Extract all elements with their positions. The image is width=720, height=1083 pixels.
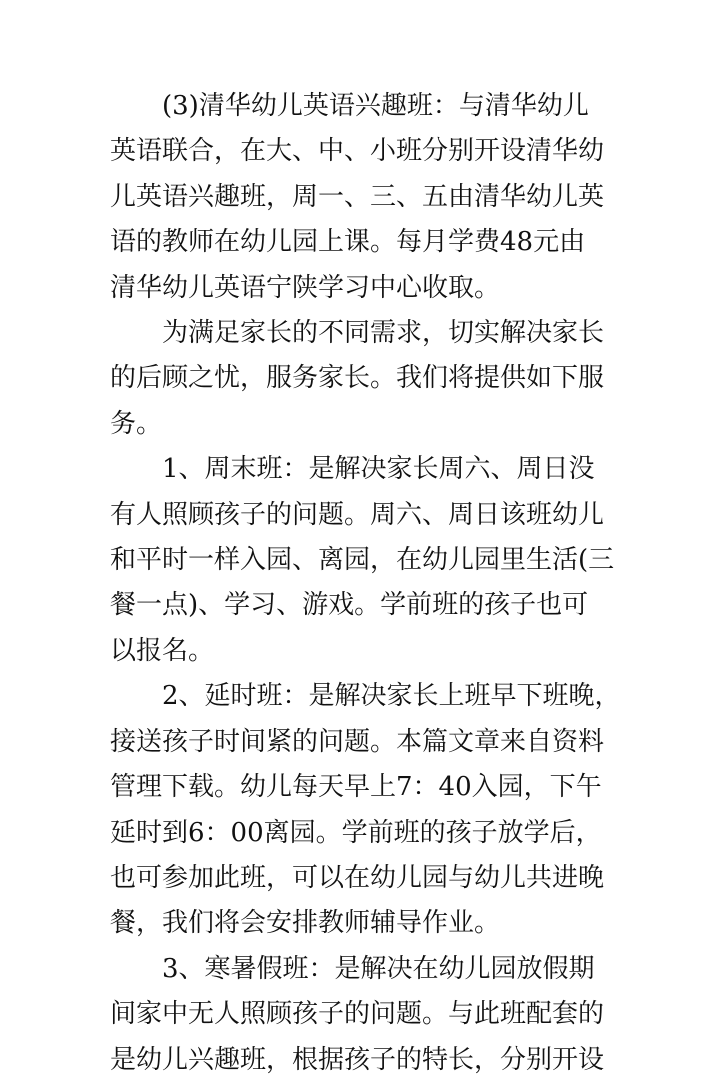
text-line: 餐，我们将会安排教师辅导作业。	[110, 908, 501, 939]
paragraph-weekend-class	[110, 447, 625, 674]
text-line: 和平时一样入园、离园，在幼儿园里生活(三	[110, 545, 615, 576]
text-line: 接送孩子时间紧的问题。本篇文章来自资料	[110, 726, 605, 757]
text-line: 延时到6：00离园。学前班的孩子放学后，	[110, 817, 602, 848]
text-line: 有人照顾孩子的问题。周六、周日该班幼儿	[110, 499, 605, 530]
paragraph-holiday-class	[110, 947, 625, 1083]
text-line: 管理下载。幼儿每天早上7：40入园，下午	[110, 772, 602, 803]
text-line: 英语联合，在大、中、小班分别开设清华幼	[110, 136, 605, 167]
paragraph-services-intro	[110, 311, 625, 447]
paragraph-english-interest-class	[110, 84, 625, 311]
text-line: 清华幼儿英语宁陕学习中心收取。	[110, 272, 501, 303]
text-line: 务。	[110, 408, 163, 439]
text-line: 以报名。	[110, 635, 215, 666]
document-body	[110, 84, 625, 1083]
text-line: (3)清华幼儿英语兴趣班：与清华幼儿	[162, 91, 589, 121]
text-line: 餐一点)、学习、游戏。学前班的孩子也可	[110, 590, 589, 621]
text-line: 也可参加此班，可以在幼儿园与幼儿共进晚	[110, 862, 605, 893]
text-line: 的后顾之忧，服务家长。我们将提供如下服	[110, 363, 605, 394]
text-line: 2、延时班：是解决家长上班早下班晚，	[162, 681, 621, 712]
text-line: 间家中无人照顾孩子的问题。与此班配套的	[110, 999, 605, 1030]
text-line: 1、周末班：是解决家长周六、周日没	[162, 454, 595, 485]
paragraph-extended-hours-class	[110, 674, 625, 946]
text-line: 3、寒暑假班：是解决在幼儿园放假期	[162, 953, 595, 984]
text-line: 是幼儿兴趣班，根据孩子的特长，分别开设	[110, 1044, 605, 1075]
text-line: 儿英语兴趣班，周一、三、五由清华幼儿英	[110, 181, 605, 212]
text-line: 语的教师在幼儿园上课。每月学费48元由	[110, 227, 586, 258]
text-line: 为满足家长的不同需求，切实解决家长	[162, 318, 605, 349]
